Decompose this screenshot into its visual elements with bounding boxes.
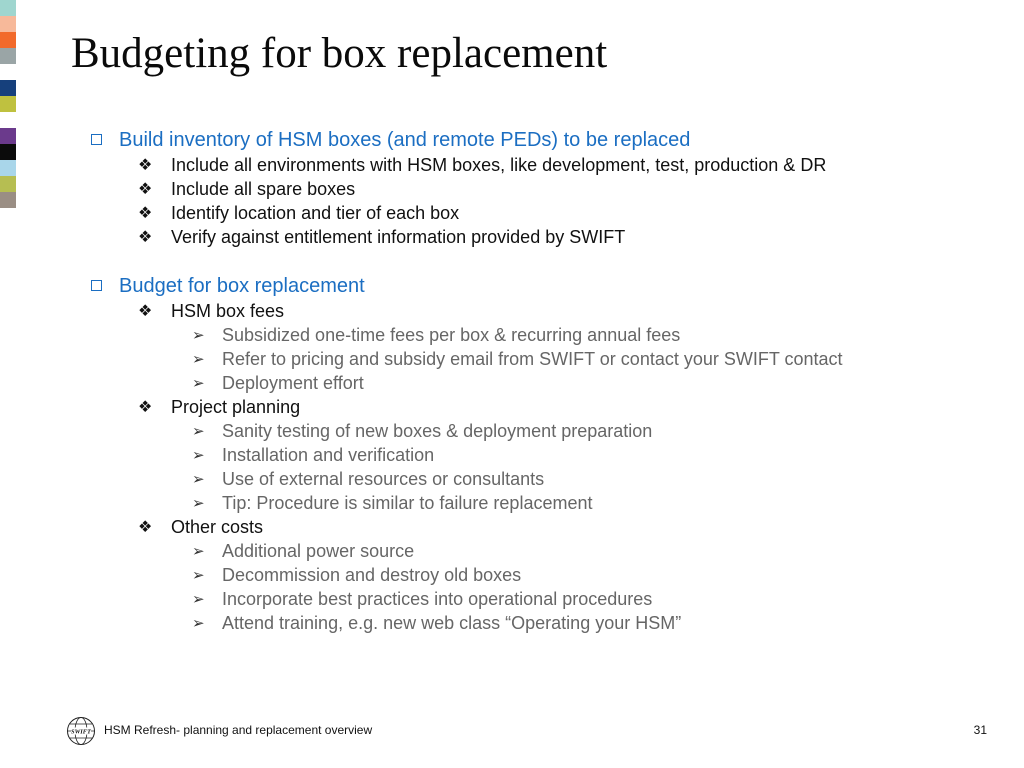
level2-bullet: [88, 177, 1008, 201]
diamond-bullet-icon: ❖: [138, 227, 153, 246]
diamond-bullet-icon: ❖: [138, 203, 153, 222]
level1-bullet: [88, 127, 1008, 153]
level3-text: Attend training, e.g. new web class “Operating your HSM”: [222, 613, 682, 633]
color-swatch: [0, 160, 16, 176]
arrow-bullet-icon: ➢: [192, 494, 205, 512]
level2-text: HSM box fees: [171, 301, 285, 321]
bullet-section: [88, 127, 1008, 249]
arrow-bullet-icon: ➢: [192, 446, 205, 464]
bullet-section: [88, 273, 1008, 635]
color-swatch: [0, 80, 16, 96]
swift-logo: [66, 716, 96, 746]
diamond-bullet-icon: ❖: [138, 179, 153, 198]
level1-text: Build inventory of HSM boxes (and remote PEDs) to be replaced: [119, 129, 691, 151]
level2-text: Other costs: [171, 517, 264, 537]
arrow-bullet-icon: ➢: [192, 326, 205, 344]
level3-bullet: [88, 539, 1008, 563]
level3-text: Subsidized one-time fees per box & recurring annual fees: [222, 325, 681, 345]
arrow-bullet-icon: ➢: [192, 350, 205, 368]
diamond-bullet-icon: ❖: [138, 397, 153, 416]
color-swatch: [0, 176, 16, 192]
level3-bullet: [88, 587, 1008, 611]
bullet-list: [88, 127, 1008, 635]
color-swatch: [0, 0, 16, 16]
color-swatch: [0, 16, 16, 32]
diamond-bullet-icon: ❖: [138, 155, 153, 174]
level3-text: Tip: Procedure is similar to failure replacement: [222, 493, 593, 513]
level2-bullet: [88, 299, 1008, 323]
level2-bullet: [88, 225, 1008, 249]
level3-text: Additional power source: [222, 541, 415, 561]
level3-text: Refer to pricing and subsidy email from SWIFT or contact your SWIFT contact: [222, 349, 843, 369]
color-swatch: [0, 128, 16, 144]
arrow-bullet-icon: ➢: [192, 590, 205, 608]
level2-text: Include all spare boxes: [171, 179, 356, 199]
color-swatch: [0, 48, 16, 64]
level3-text: Use of external resources or consultants: [222, 469, 545, 489]
slide-title: Budgeting for box replacement: [71, 30, 608, 77]
arrow-bullet-icon: ➢: [192, 566, 205, 584]
arrow-bullet-icon: ➢: [192, 614, 205, 632]
arrow-bullet-icon: ➢: [192, 470, 205, 488]
checkbox-bullet-icon: [91, 134, 102, 145]
color-swatch: [0, 144, 16, 160]
color-swatch: [0, 192, 16, 208]
level3-text: Decommission and destroy old boxes: [222, 565, 522, 585]
slide-footer: [0, 712, 1024, 752]
level1-bullet: [88, 273, 1008, 299]
color-swatch: [0, 32, 16, 48]
diamond-bullet-icon: ❖: [138, 301, 153, 320]
diamond-bullet-icon: ❖: [138, 517, 153, 536]
checkbox-bullet-icon: [91, 280, 102, 291]
svg-text:SWIFT: SWIFT: [71, 728, 91, 736]
level3-text: Sanity testing of new boxes & deployment preparation: [222, 421, 653, 441]
arrow-bullet-icon: ➢: [192, 542, 205, 560]
accent-color-strip: [0, 0, 16, 208]
level2-bullet: [88, 395, 1008, 419]
color-swatch: [0, 96, 16, 112]
level2-text: Verify against entitlement information provided by SWIFT: [171, 227, 626, 247]
level3-bullet: [88, 347, 1008, 371]
level3-bullet: [88, 467, 1008, 491]
level3-bullet: [88, 611, 1008, 635]
level2-bullet: [88, 515, 1008, 539]
level1-text: Budget for box replacement: [119, 275, 365, 297]
level2-text: Include all environments with HSM boxes, like development, test, production & DR: [171, 155, 827, 175]
level3-text: Incorporate best practices into operational procedures: [222, 589, 653, 609]
level2-text: Identify location and tier of each box: [171, 203, 460, 223]
level3-bullet: [88, 491, 1008, 515]
arrow-bullet-icon: ➢: [192, 422, 205, 440]
level2-bullet: [88, 201, 1008, 225]
level3-bullet: [88, 371, 1008, 395]
level3-bullet: [88, 419, 1008, 443]
footer-text: HSM Refresh- planning and replacement overview: [104, 723, 373, 737]
level3-bullet: [88, 563, 1008, 587]
level3-text: Installation and verification: [222, 445, 435, 465]
level3-bullet: [88, 443, 1008, 467]
level2-bullet: [88, 153, 1008, 177]
level2-text: Project planning: [171, 397, 301, 417]
level3-text: Deployment effort: [222, 373, 364, 393]
arrow-bullet-icon: ➢: [192, 374, 205, 392]
page-number: 31: [973, 723, 987, 737]
level3-bullet: [88, 323, 1008, 347]
